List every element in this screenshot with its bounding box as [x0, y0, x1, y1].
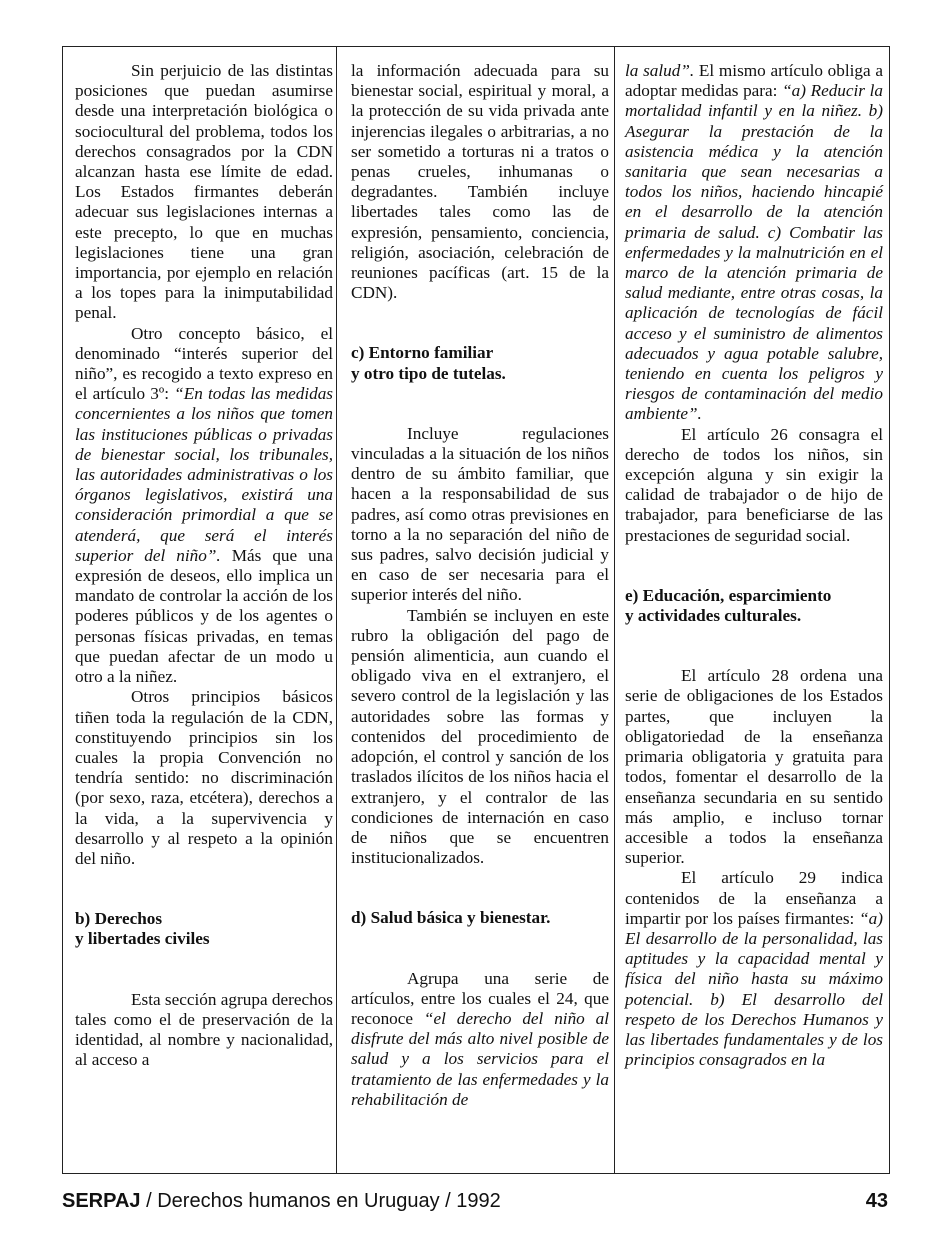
paragraph: la información adecuada para su bienestar social, espiritual y moral, a la protección de su vida privada ante injerencias ilegales o arbitrarias, a no ser sometido a torturas ni a tratos o penas crueles, inhumanas o degradantes. También incluye libertades tales como las de expresión, pensamiento, conciencia, religión, asociación, celebración de reuniones pacíficas (art. 15 de la CDN). [351, 61, 609, 303]
page-footer [62, 1190, 890, 1218]
column-3 [625, 61, 883, 1070]
text-run: Más que una expresión de deseos, ello implica un mandato de controlar la acción de los poderes públicos y de los agentes o personas físicas privadas, en temas que puedan afectar de un modo u otro a la niñez. [75, 545, 333, 687]
column-1 [75, 61, 333, 1070]
heading-line: b) Derechos [75, 909, 163, 929]
paragraph: Otros principios básicos tiñen toda la regulación de la CDN, constituyendo principios sin los cuales la propia Convención no tendría sentido: no discriminación (por sexo, raza, etcétera), derechos a la vida, a la supervivencia y desarrollo y al respeto a la opinión del niño. [75, 687, 333, 868]
column-rule [614, 47, 615, 1173]
italic-quote: “a) El desarrollo de la personalidad, las aptitudes y la capacidad mental y física del niño hasta su máximo potencial. b) El desarrollo del respeto de los Derechos Humanos y las libertades fundamentales y de los principios consagrados en la [625, 908, 883, 1070]
text-run: El artículo 29 indica contenidos de la enseñanza a impartir por los países firmantes: [625, 868, 883, 928]
heading-line: y actividades culturales. [625, 606, 802, 626]
paragraph: El artículo 28 ordena una serie de obligaciones de los Estados partes, que incluyen la obligatoriedad de la enseñanza primaria obligatoria y gratuita para todos, fomentar el desarrollo de la enseñanza secundaria en su sentido más amplio, e incluso tornar accesible a todos la enseñanza superior. [625, 666, 883, 868]
text-run: Otro concepto básico, el denominado “interés superior del niño”, es recogido a texto expreso en el artículo 3º: [75, 323, 333, 404]
page-number: 43 [865, 1190, 888, 1212]
text-run: Agrupa una serie de artículos, entre los cuales el 24, que reconoce [351, 968, 609, 1028]
section-heading-d: d) Salud básica y bienestar. [351, 908, 551, 928]
paragraph: Sin perjuicio de las distintas posiciones que puedan asumirse desde una interpretación biológica o sociocultural del problema, todos los derechos consagrados por la CDN alcanzan hasta ese límite de edad. Los Estados firmantes deberán adecuar sus legislaciones internas a este precepto, lo que en muchas legislaciones tiene una gran importancia, por ejemplo en relación a los topes para la inimputabilidad penal. [75, 61, 333, 323]
italic-quote: “En todas las medidas concernientes a los niños que tomen las instituciones públicas o privadas de bienestar social, los tribunales, las autoridades administrativas o los órganos legislativos, existirá una consideración primordial a que se atenderá, que será el interés superior del niño”. [75, 384, 333, 565]
page-frame [62, 46, 890, 1174]
paragraph [625, 61, 883, 425]
section-heading-c [351, 343, 609, 383]
paragraph: El artículo 26 consagra el derecho de todos los niños, sin excepción alguna y sin exigir la calidad de trabajador o de hijo de trabajador, para beneficiarse de las prestaciones de seguridad social. [625, 424, 883, 545]
paragraph: Esta sección agrupa derechos tales como el de preservación de la identidad, al nombre y nacionalidad, al acceso a [75, 989, 333, 1070]
text-run: El mismo artículo obliga a adoptar medidas para: [625, 61, 883, 101]
paragraph: Incluye regulaciones vinculadas a la situación de los niños dentro de su ámbito familiar, que hacen a la responsabilidad de sus padres, así como otras previsiones en torno a la no separación del niño de sus padres, salvo decisión judicial y en caso de ser necesaria para el superior interés del niño. [351, 423, 609, 605]
italic-quote: “el derecho del niño al disfrute del más alto nivel posible de salud y a los servicios para el tratamiento de las enfermedades y la rehabilitación de [351, 1008, 609, 1109]
heading-line: y otro tipo de tutelas. [351, 363, 506, 383]
footer-brand: SERPAJ [62, 1190, 141, 1212]
section-heading-b [75, 909, 333, 949]
section-heading-e [625, 586, 883, 626]
paragraph [351, 969, 609, 1110]
italic-quote: “a) Reducir la mortalidad infantil y en la niñez. b) Asegurar la prestación de la asistencia médica y la atención sanitaria que sean necesarias a todos los niños, haciendo hincapié en el desarrollo de la atención primaria de salud. c) Combatir las enfermedades y la malnutrición en el marco de la atención primaria de salud mediante, entre otras cosas, la aplicación de tecnologías de fácil acceso y el suministro de alimentos adecuados y agua potable salubre, teniendo en cuenta los peligros y riesgos de contaminación del medio ambiente”. [625, 81, 883, 424]
footer-text: / Derechos humanos en Uruguay / 1992 [140, 1190, 501, 1212]
paragraph [75, 324, 333, 688]
paragraph: También se incluyen en este rubro la obligación del pago de pensión alimenticia, aun cuando el obligado viva en el extranjero, el severo control de la legislación y las autoridades sobre las formas y contenidos del procedimiento de adopción, el control y sanción de los traslados ilícitos de los niños hacia el extranjero, y el contralor de las condiciones de internación en caso de niños que se encuentren institucionalizados. [351, 605, 609, 868]
paragraph [625, 868, 883, 1070]
italic-quote: la salud”. [625, 61, 695, 80]
heading-line: y libertades civiles [75, 929, 210, 949]
heading-line: e) Educación, esparcimiento [625, 585, 832, 605]
column-rule [336, 47, 337, 1173]
heading-line: c) Entorno familiar [351, 343, 494, 363]
column-2 [351, 61, 609, 1110]
footer-publication [62, 1190, 501, 1213]
